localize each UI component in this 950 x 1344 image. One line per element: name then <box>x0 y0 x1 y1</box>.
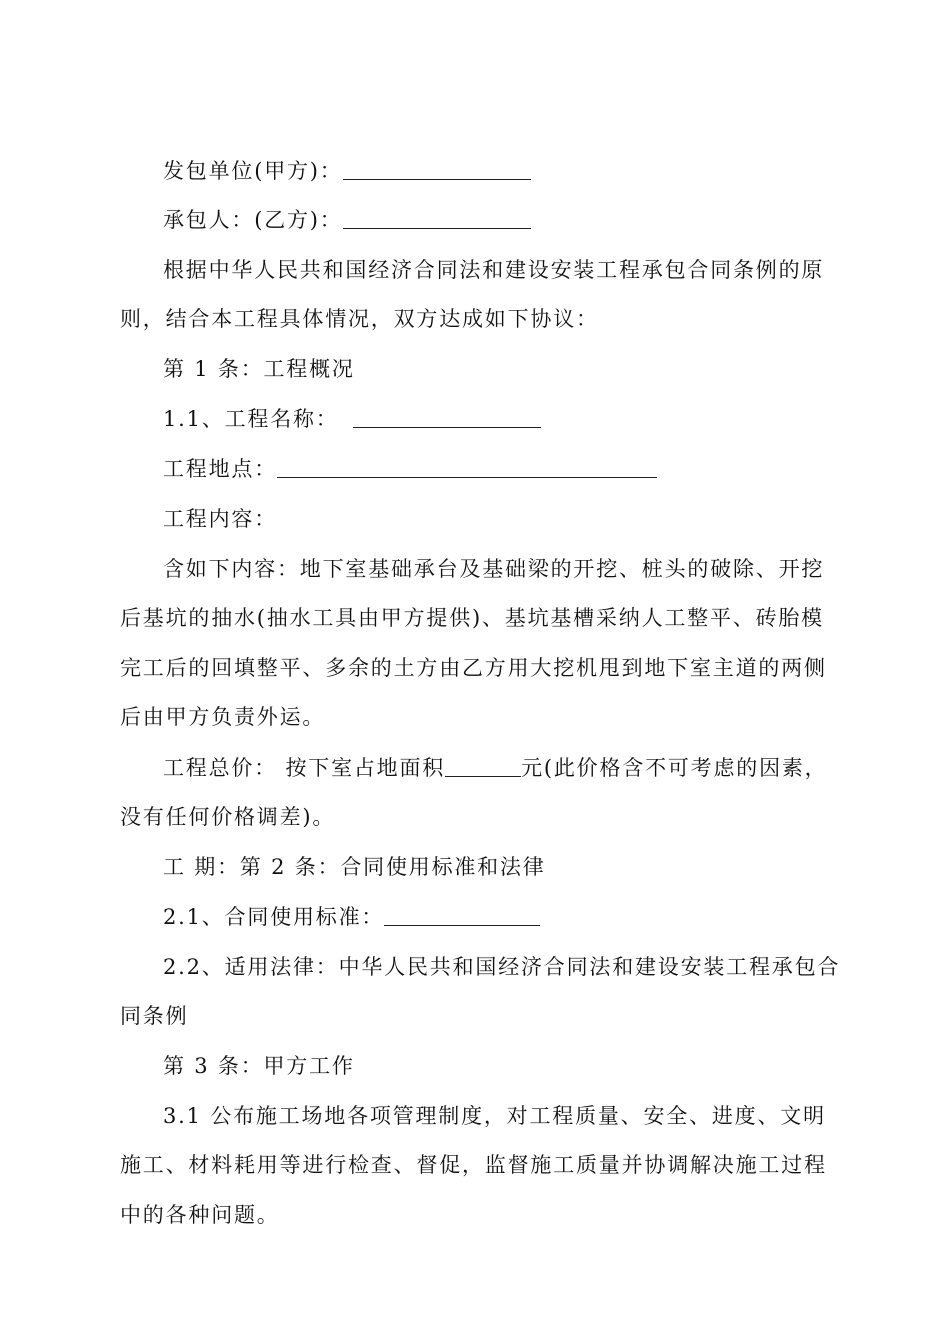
project-site-line <box>163 457 878 481</box>
content-line-2: 后基坑的抽水(抽水工具由甲方提供)、基坑基槽采纳人工整平、砖胎模 <box>120 606 824 630</box>
contract-standard-blank <box>384 905 540 926</box>
preamble-line-1: 根据中华人民共和国经济合同法和建设安装工程承包合同条例的原 <box>163 258 825 282</box>
party-b-blank <box>343 208 531 229</box>
total-price-prefix: 工程总价： 按下室占地面积 <box>163 756 446 780</box>
content-line-4: 后由甲方负责外运。 <box>120 705 326 729</box>
party-b-label: 承包人：(乙方)： <box>163 208 343 232</box>
project-content-label: 工程内容： <box>163 507 277 531</box>
total-price-line <box>163 756 878 780</box>
project-name-blank <box>353 407 541 428</box>
party-a-duty-line-1: 3.1 公布施工场地各项管理制度，对工程质量、安全、进度、文明 <box>163 1104 826 1128</box>
article-1-title: 第 1 条：工程概况 <box>163 357 355 381</box>
party-a-duty-line-2: 施工、材料耗用等进行检查、督促，监督施工质量并协调解决施工过程 <box>120 1153 827 1177</box>
content-line-3: 完工后的回填整平、多余的土方由乙方用大挖机甩到地下室主道的两侧 <box>120 656 827 680</box>
project-name-label: 1.1、工程名称： <box>163 407 339 431</box>
applicable-law-line-2: 同条例 <box>120 1004 189 1028</box>
party-a-duty-line-3: 中的各种问题。 <box>120 1203 280 1227</box>
period-article-2-title: 工 期：第 2 条：合同使用标准和法律 <box>163 855 546 879</box>
applicable-law-line-1: 2.2、适用法律：中华人民共和国经济合同法和建设安装工程承包合 <box>163 955 841 979</box>
article-3-title: 第 3 条：甲方工作 <box>163 1054 355 1078</box>
party-a-line <box>163 159 878 183</box>
project-site-blank <box>277 457 657 478</box>
party-b-line <box>163 208 878 232</box>
party-a-label: 发包单位(甲方)： <box>163 159 343 183</box>
total-price-suffix: 元(此价格含不可考虑的因素， <box>521 756 828 780</box>
project-site-label: 工程地点： <box>163 457 277 481</box>
party-a-blank <box>343 159 531 180</box>
contract-standard-line <box>163 905 878 929</box>
content-line-1: 含如下内容：地下室基础承台及基础梁的开挖、桩头的破除、开挖 <box>163 557 825 581</box>
contract-standard-label: 2.1、合同使用标准： <box>163 905 385 929</box>
preamble-line-2: 则，结合本工程具体情况，双方达成如下协议： <box>120 307 599 331</box>
total-price-blank <box>445 756 521 777</box>
total-price-line-2: 没有任何价格调差)。 <box>120 805 336 829</box>
project-name-line <box>163 407 878 431</box>
